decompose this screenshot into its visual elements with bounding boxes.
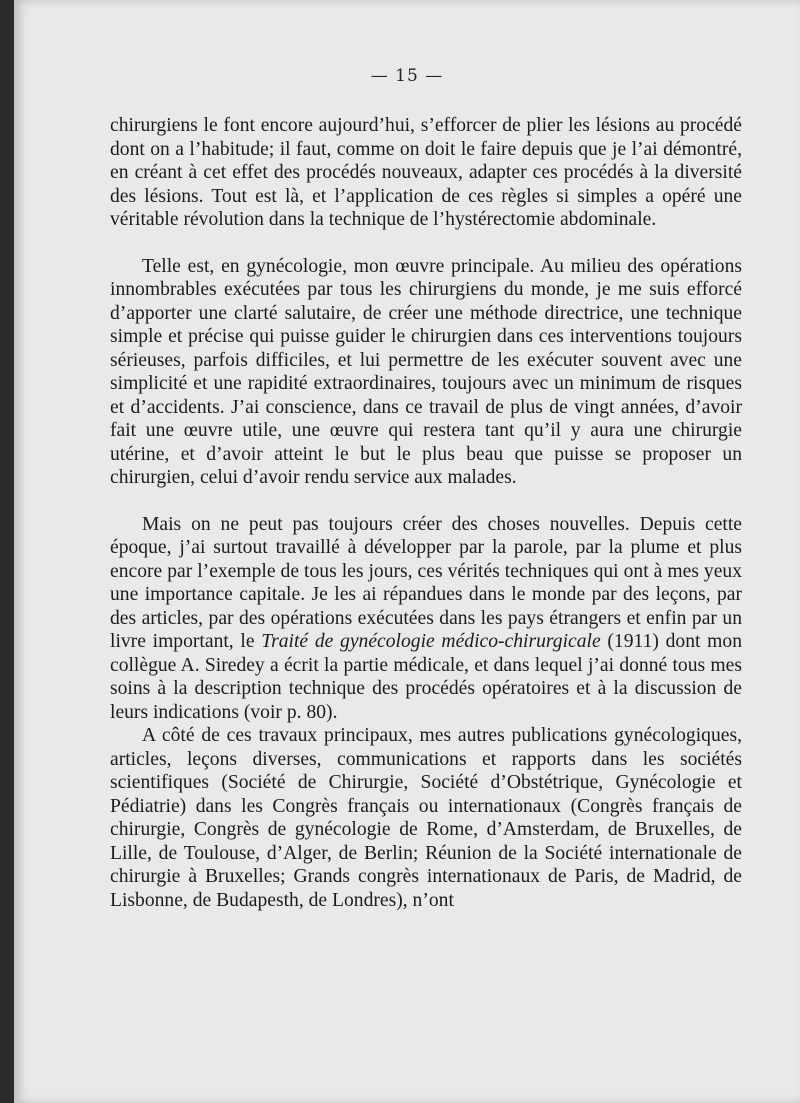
paragraph-4: A côté de ces travaux principaux, mes autres publications gynécologiques, articles, leçons diverses, communications et rapports dans les sociétés scientifiques (Société de Chirurgie, Société d’Obstétrique, Gynécologie et Pédiatrie) dans les Congrès français ou internationaux (Congrès français de chirurgie, Congrès de gynécologie de Rome, d’Amsterdam, de Bruxelles, de Lille, de Toulouse, d’Alger, de Berlin; Réunion de la Société internationale de chirurgie à Bruxelles; Grands congrès internationaux de Paris, de Madrid, de Lisbonne, de Budapesth, de Londres), n’ont (110, 725, 742, 911)
scanned-page (14, 0, 800, 1103)
paragraph-3-text-after: (1911) dont mon collègue A. Siredey a écrit la partie médicale, et dans lequel j’ai donné tous mes soins à la description technique des procédés opératoires et à la discussion de leurs indications (voir p. 80). (110, 631, 743, 723)
paragraph-3-text-before: Mais on ne peut pas toujours créer des choses nouvelles. Depuis cette époque, j’ai surtout travaillé à développer par la parole, par la plume et plus encore par l’exemple de tous les jours, ces vérités techniques qui ont à mes yeux une importance capitale. Je les ai répandues dans le monde par des leçons, par des articles, par des opérations exécutées dans les pays étrangers et enfin par un livre important, le (110, 513, 742, 652)
page-number: — 15 — (370, 66, 444, 86)
book-title: Traité de gynécologie médico-chirurgicale (261, 631, 601, 652)
body-text (110, 114, 742, 912)
paragraph-3 (110, 513, 742, 725)
paragraph-1: chirurgiens le font encore aujourd’hui, s’efforcer de plier les lésions au procédé dont on a l’habitude; il faut, comme on doit le faire depuis que je l’ai démontré, en créant à cet effet des procédés nouveaux, adapter ces procédés à la diversité des lésions. Tout est là, et l’application de ces règles si simples a opéré une véritable révolution dans la technique de l’hystérectomie abdominale. (110, 115, 742, 230)
paragraph-2: Telle est, en gynécologie, mon œuvre principale. Au milieu des opérations innombrables exécutées par tous les chirurgiens du monde, je me suis efforcé d’apporter une clarté salutaire, de créer une méthode directrice, une technique simple et précise qui puisse guider le chirurgien dans ces interventions toujours sérieuses, parfois difficiles, et lui permettre de les exécuter souvent avec une simplicité et une rapidité extraordinaires, toujours avec un minimum de risques et d’accidents. J’ai conscience, dans ce travail de plus de vingt années, d’avoir fait une œuvre utile, une œuvre qui restera tant qu’il y aura une chirurgie utérine, et d’avoir atteint le but le plus beau que puisse se proposer un chirurgien, celui d’avoir rendu service aux malades. (110, 255, 742, 488)
